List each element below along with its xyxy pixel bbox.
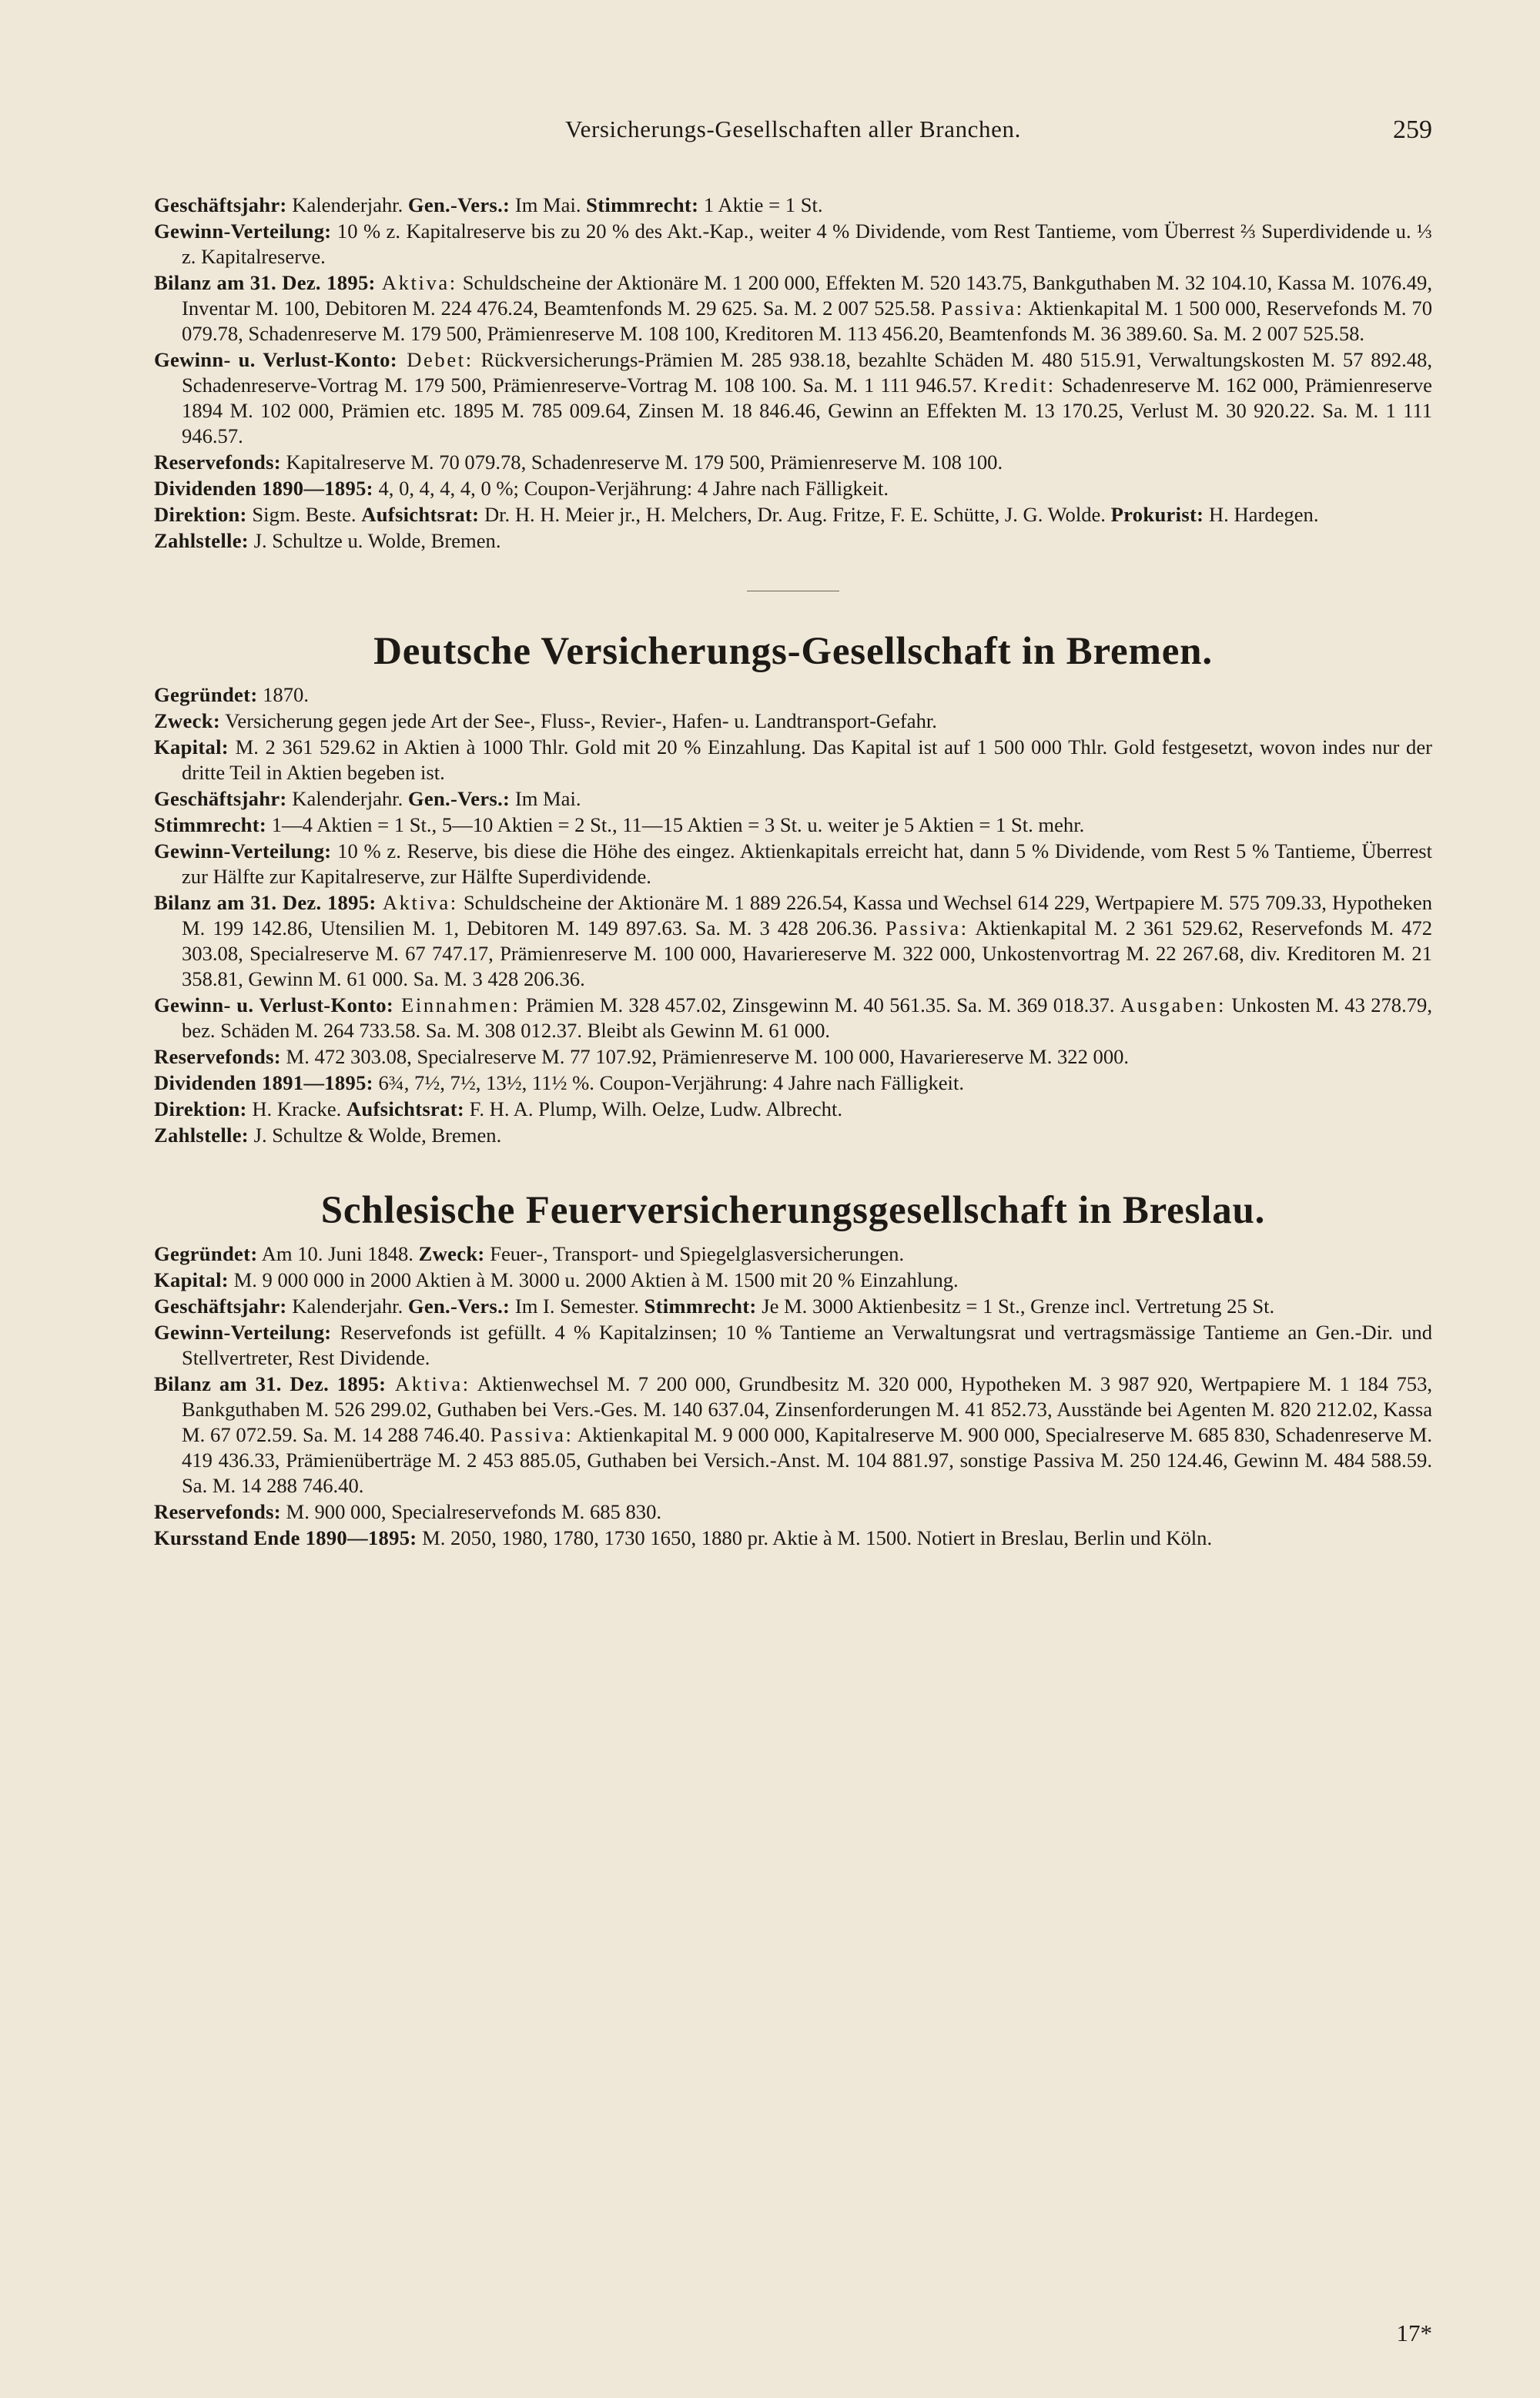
- entry-text: Im Mai.: [510, 787, 581, 810]
- entry-text: Im Mai.: [510, 193, 587, 216]
- entry-subhead: Debet:: [397, 348, 474, 371]
- entry-text: Schadenreserve M. 162 000, Prämienreserve 1894 M. 102 000, Prämien etc. 1895 M. 785 009.64, Zinsen M. 18 846.46, Gewinn an Effekten M. 13 170.25, Verlust M. 30 920.22. Sa. M. 1 111 946.57.: [182, 373, 1432, 447]
- entry-key: Gen.-Vers.:: [407, 1294, 511, 1318]
- entry-key: Geschäftsjahr:: [154, 787, 287, 810]
- entry-key: Gen.-Vers.:: [407, 787, 511, 810]
- entry-text: Schuldscheine der Aktionäre M. 1 889 226.54, Kassa und Wechsel 614 229, Wertpapiere M. 575 709.33, Hypotheken M. 199 142.86, Utensilien M. 1, Debitoren M. 149 897.63. Sa. M. 3 428 206.36.: [182, 891, 1432, 939]
- entry-key: Gen.-Vers.:: [407, 193, 511, 216]
- entry-key: Gewinn-Verteilung:: [154, 219, 332, 243]
- entry-text: M. 9 000 000 in 2000 Aktien à M. 3000 u. 2000 Aktien à M. 1500 mit 20 % Einzahlung.: [228, 1268, 959, 1291]
- entry-key: Zweck:: [418, 1242, 485, 1265]
- entry-text: Kapitalreserve M. 70 079.78, Schadenreserve M. 179 500, Prämienreserve M. 108 100.: [280, 450, 1003, 474]
- entry-key: Aufsichtsrat:: [346, 1097, 465, 1120]
- entry-kapital: [154, 1268, 1432, 1293]
- entry-bilanz: [154, 1371, 1432, 1499]
- entry-text: 10 % z. Kapitalreserve bis zu 20 % des Akt.-Kap., weiter 4 % Dividende, vom Rest Tantieme, vom Überrest ⅔ Superdividende u. ⅓ z. Kapitalreserve.: [182, 219, 1432, 268]
- entry-key: Aufsichtsrat:: [361, 503, 480, 526]
- entry-key: Reservefonds:: [154, 1045, 281, 1068]
- entry-key: Geschäftsjahr:: [154, 1294, 287, 1318]
- entry-reservefonds: [154, 1044, 1432, 1070]
- entry-geschaeftsjahr: [154, 1294, 1432, 1319]
- entry-text: Aktienkapital M. 2 361 529.62, Reservefonds M. 472 303.08, Specialreserve M. 67 747.17, Prämienreserve M. 100 000, Havariereserve M. 322 000, Unkostenvortrag M. 22 267.68, div. Kreditoren M. 21 358.81, Gewinn M. 61 000. Sa. M. 3 428 206.36.: [182, 916, 1432, 990]
- entry-key: Kursstand Ende 1890—1895:: [154, 1526, 417, 1549]
- entry-subhead: Aktiva:: [376, 891, 458, 914]
- entry-key: Stimmrecht:: [644, 1294, 757, 1318]
- entry-text: 4, 0, 4, 4, 4, 0 %; Coupon-Verjährung: 4 Jahre nach Fälligkeit.: [373, 477, 889, 500]
- signature-mark: 17*: [1396, 2319, 1432, 2346]
- entry-text: Schuldscheine der Aktionäre M. 1 200 000, Effekten M. 520 143.75, Bankguthaben M. 32 104.10, Kassa M. 1076.49, Inventar M. 100, Debitoren M. 224 476.24, Beamtenfonds M. 29 625. Sa. M. 2 007 525.58.: [182, 271, 1432, 320]
- spacer: [154, 1149, 1432, 1180]
- entry-key: Zahlstelle:: [154, 1124, 249, 1147]
- entry-text: 1—4 Aktien = 1 St., 5—10 Aktien = 2 St., 11—15 Aktien = 3 St. u. weiter je 5 Aktien = 1 St. mehr.: [266, 813, 1085, 836]
- entry-bilanz: [154, 890, 1432, 992]
- entry-text: F. H. A. Plump, Wilh. Oelze, Ludw. Albrecht.: [464, 1097, 842, 1120]
- entry-text: H. Kracke.: [246, 1097, 346, 1120]
- entry-key: Kapital:: [154, 735, 229, 759]
- entry-text: M. 2 361 529.62 in Aktien à 1000 Thlr. Gold mit 20 % Einzahlung. Das Kapital ist auf 1 500 000 Thlr. Gold festgesetzt, wovon indes nur der dritte Teil in Aktien begeben ist.: [182, 735, 1432, 784]
- entry-key: Bilanz am 31. Dez. 1895:: [154, 271, 376, 294]
- entry-text: Versicherung gegen jede Art der See-, Fluss-, Revier-, Hafen- u. Landtransport-Gefahr.: [220, 709, 937, 732]
- entry-text: H. Hardegen.: [1204, 503, 1319, 526]
- entry-key: Bilanz am 31. Dez. 1895:: [154, 1372, 387, 1395]
- entry-dividenden: [154, 476, 1432, 501]
- entry-geschaeftsjahr: [154, 786, 1432, 812]
- entry-subhead: Passiva:: [885, 916, 969, 939]
- entry-text: Reservefonds ist gefüllt. 4 % Kapitalzinsen; 10 % Tantieme an Verwaltungsrat und vertragsmässige Tantieme an Gen.-Dir. und Stellvertreter, Rest Dividende.: [182, 1321, 1432, 1369]
- entry-text: Unkosten M. 43 278.79, bez. Schäden M. 264 733.58. Sa. M. 308 012.37. Bleibt als Gewinn M. 61 000.: [182, 993, 1432, 1042]
- entry-gegruendet: [154, 1241, 1432, 1267]
- entry-key: Bilanz am 31. Dez. 1895:: [154, 891, 377, 914]
- entry-text: Aktienkapital M. 1 500 000, Reservefonds M. 70 079.78, Schadenreserve M. 179 500, Prämienreserve M. 108 100, Kreditoren M. 113 456.20, Beamtenfonds M. 36 389.60. Sa. M. 2 007 525.58.: [182, 296, 1432, 345]
- entry-reservefonds: [154, 450, 1432, 475]
- entry-subhead: Passiva:: [490, 1423, 574, 1446]
- entry-key: Gegründet:: [154, 1242, 258, 1265]
- page-header: [154, 116, 1432, 162]
- entry-gewinn-verteilung: [154, 219, 1432, 270]
- entry-zweck: [154, 708, 1432, 734]
- entry-text: Am 10. Juni 1848.: [257, 1242, 419, 1265]
- entry-text: Kalenderjahr.: [286, 787, 408, 810]
- entry-key: Gewinn-Verteilung:: [154, 839, 332, 862]
- entry-text: Rückversicherungs-Prämien M. 285 938.18, bezahlte Schäden M. 480 515.91, Verwaltungskosten M. 57 892.48, Schadenreserve-Vortrag M. 179 500, Prämienreserve-Vortrag M. 108 100. Sa. M. 1 111 946.57.: [182, 348, 1432, 397]
- entry-bilanz: [154, 270, 1432, 347]
- entry-text: Kalenderjahr.: [286, 1294, 408, 1318]
- entry-text: Dr. H. H. Meier jr., H. Melchers, Dr. Aug. Fritze, F. E. Schütte, J. G. Wolde.: [479, 503, 1111, 526]
- entry-direktion: [154, 1097, 1432, 1122]
- entry-gewinn-verlust-konto: [154, 347, 1432, 449]
- entry-text: Feuer-, Transport- und Spiegelglasversicherungen.: [484, 1242, 905, 1265]
- entry-stimmrecht: [154, 812, 1432, 838]
- entry-kapital: [154, 735, 1432, 785]
- entry-text: Je M. 3000 Aktienbesitz = 1 St., Grenze incl. Vertretung 25 St.: [756, 1294, 1275, 1318]
- entry-text: M. 472 303.08, Specialreserve M. 77 107.92, Prämienreserve M. 100 000, Havariereserve M. 322 000.: [280, 1045, 1130, 1068]
- entry-text: J. Schultze u. Wolde, Bremen.: [248, 529, 501, 552]
- entry-text: M. 900 000, Specialreservefonds M. 685 830.: [280, 1500, 662, 1523]
- entry-subhead: Einnahmen:: [393, 993, 521, 1016]
- entry-key: Reservefonds:: [154, 450, 281, 474]
- entry-text: 1 Aktie = 1 St.: [698, 193, 823, 216]
- entry-key: Dividenden 1891—1895:: [154, 1071, 373, 1094]
- entry-gewinn-verteilung: [154, 839, 1432, 889]
- entry-text: 6¾, 7½, 7½, 13½, 11½ %. Coupon-Verjährung: 4 Jahre nach Fälligkeit.: [373, 1071, 964, 1094]
- entry-key: Gewinn- u. Verlust-Konto:: [154, 348, 397, 371]
- entry-key: Stimmrecht:: [154, 813, 267, 836]
- entry-text: 1870.: [257, 683, 309, 706]
- entry-reservefonds: [154, 1499, 1432, 1525]
- entry-subhead: Aktiva:: [386, 1372, 470, 1395]
- entry-text: Aktienkapital M. 9 000 000, Kapitalreserve M. 900 000, Specialreserve M. 685 830, Schadenreserve M. 419 436.33, Prämienüberträge M. 2 453 885.05, Guthaben bei Versich.-Anst. M. 104 881.97, sonstige Passiva M. 250 124.46, Gewinn M. 484 588.59. Sa. M. 14 288 746.40.: [182, 1423, 1432, 1497]
- entry-key: Direktion:: [154, 503, 247, 526]
- entry-key: Zweck:: [154, 709, 220, 732]
- entry-gewinn-verlust-konto: [154, 993, 1432, 1043]
- entry-key: Zahlstelle:: [154, 529, 249, 552]
- entry-key: Direktion:: [154, 1097, 247, 1120]
- entry-text: J. Schultze & Wolde, Bremen.: [248, 1124, 502, 1147]
- entry-geschaeftsjahr: [154, 193, 1432, 218]
- entry-key: Dividenden 1890—1895:: [154, 477, 373, 500]
- entry-subhead: Kredit:: [983, 373, 1056, 397]
- entry-subhead: Passiva:: [940, 296, 1024, 320]
- entry-text: Prämien M. 328 457.02, Zinsgewinn M. 40 561.35. Sa. M. 369 018.37.: [520, 993, 1120, 1016]
- entry-gegruendet: [154, 682, 1432, 708]
- entry-text: Im I. Semester.: [510, 1294, 644, 1318]
- entry-key: Reservefonds:: [154, 1500, 281, 1523]
- entry-dividenden: [154, 1070, 1432, 1096]
- entry-text: Aktienwechsel M. 7 200 000, Grundbesitz M. 320 000, Hypotheken M. 3 987 920, Wertpapiere M. 1 184 753, Bankguthaben M. 526 299.02, Guthaben bei Vers.-Ges. M. 140 637.04, Zinsenforderungen M. 41 852.73, Ausstände bei Agenten M. 820 212.02, Kassa M. 67 072.59. Sa. M. 14 288 746.40.: [182, 1372, 1433, 1446]
- entry-gewinn-verteilung: [154, 1320, 1432, 1371]
- entry-key: Gewinn- u. Verlust-Konto:: [154, 993, 394, 1016]
- entry-subhead: Ausgaben:: [1120, 993, 1227, 1016]
- entry-text: Sigm. Beste.: [246, 503, 362, 526]
- entry-key: Geschäftsjahr:: [154, 193, 287, 216]
- entry-text: M. 2050, 1980, 1780, 1730 1650, 1880 pr. Aktie à M. 1500. Notiert in Breslau, Berlin und Köln.: [417, 1526, 1213, 1549]
- running-title: Versicherungs-Gesellschaften aller Branchen.: [565, 116, 1021, 142]
- entry-direktion: [154, 502, 1432, 527]
- entry-key: Prokurist:: [1110, 503, 1204, 526]
- entry-text: Kalenderjahr.: [286, 193, 408, 216]
- entry-zahlstelle: [154, 1123, 1432, 1148]
- entry-zahlstelle: [154, 528, 1432, 554]
- entry-key: Gegründet:: [154, 683, 258, 706]
- entry-key: Gewinn-Verteilung:: [154, 1321, 332, 1344]
- entry-kursstand: [154, 1526, 1432, 1551]
- page-body: [154, 193, 1432, 1552]
- company-title-breslau: Schlesische Feuerversicherungsgesellschaft in Breslau.: [320, 1189, 1266, 1232]
- entry-subhead: Aktiva:: [375, 271, 457, 294]
- entry-key: Stimmrecht:: [586, 193, 699, 216]
- page-number: 259: [1393, 116, 1432, 144]
- entry-key: Kapital:: [154, 1268, 229, 1291]
- company-title-bremen: Deutsche Versicherungs-Gesellschaft in Bremen.: [373, 630, 1213, 673]
- entry-text: 10 % z. Reserve, bis diese die Höhe des eingez. Aktienkapitals erreicht hat, dann 5 % Dividende, vom Rest 5 % Tantieme, Überrest zur Hälfte zur Kapitalreserve, zur Hälfte Superdividende.: [182, 839, 1432, 888]
